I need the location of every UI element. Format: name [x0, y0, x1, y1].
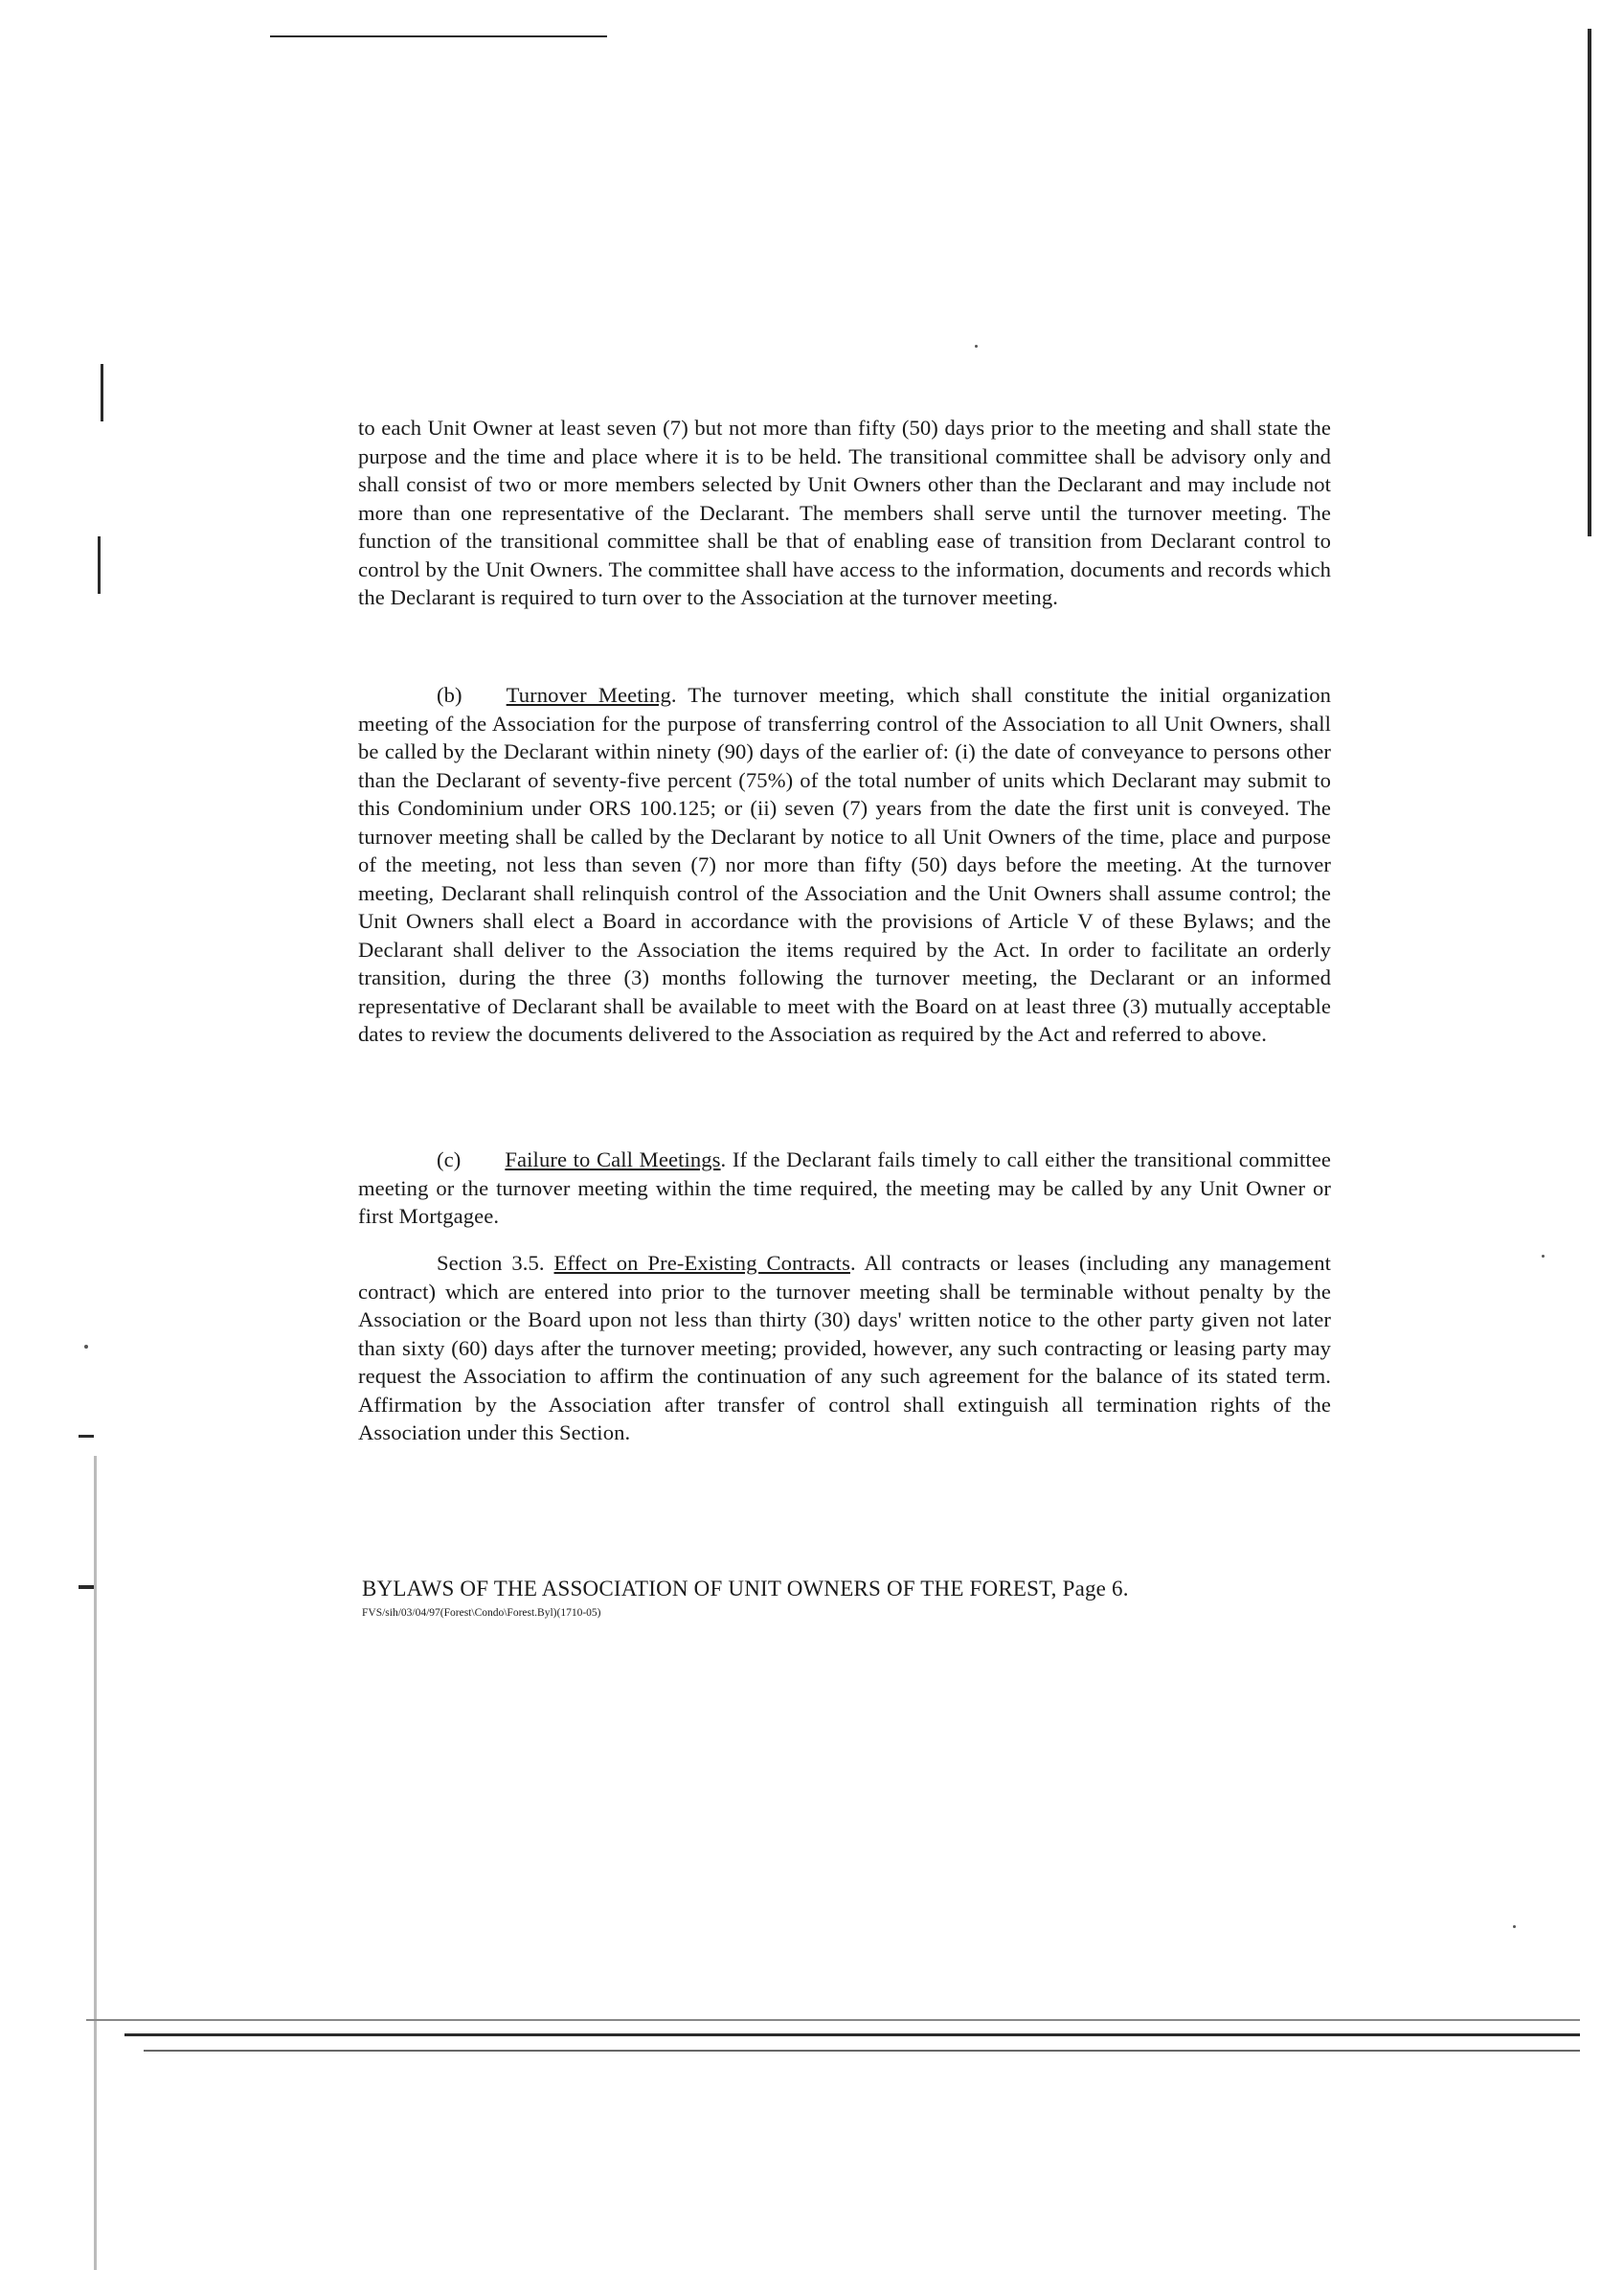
paragraph-c: [358, 1146, 1331, 1231]
paragraph-b-heading: Turnover Meeting: [506, 683, 671, 707]
bottom-scan-line-3: [144, 2050, 1580, 2052]
paragraph-c-label: (c): [437, 1147, 462, 1171]
left-dash-2: [79, 1585, 94, 1589]
left-margin-mark-3: [94, 1456, 97, 2270]
paragraph-b-text: . The turnover meeting, which shall constitute the initial organization meeting of the Association for the purpose of transferring control of the Association to all Unit Owners, shall be called by the Declarant within ninety (90) days of the earlier of: (i) the date of conveyance to persons other than the Declarant of seventy-five percent (75%) of the total number of units which Declarant may submit to this Condominium under ORS 100.125; or (ii) seven (7) years from the date the first unit is conveyed. The turnover meeting shall be called by the Declarant by notice to all Unit Owners of the time, place and purpose of the meeting, not less than seven (7) nor more than fifty (50) days before the meeting. At the turnover meeting, Declarant shall relinquish control of the Association and the Unit Owners shall assume control; the Unit Owners shall elect a Board in accordance with the provisions of Article V of these Bylaws; and the Declarant shall deliver to the Association the items required by the Act. In order to facilitate an orderly transition, during the three (3) months following the turnover meeting, the Declarant or an informed representative of Declarant shall be available to meet with the Board on at least three (3) mutually acceptable dates to review the documents delivered to the Association as required by the Act and referred to above.: [358, 683, 1331, 1046]
scan-speck: [84, 1345, 88, 1349]
paragraph-c-heading: Failure to Call Meetings: [505, 1147, 721, 1171]
continuation-paragraph-text: to each Unit Owner at least seven (7) but not more than fifty (50) days prior to the meeting and shall state the purpose and the time and place where it is to be held. The transitional committee shall be advisory only and shall consist of two or more members selected by Unit Owners other than the Declarant and may include not more than one representative of the Declarant. The members shall serve until the turnover meeting. The function of the transitional committee shall be that of enabling ease of transition from Declarant control to control by the Unit Owners. The committee shall have access to the information, documents and records which the Declarant is required to turn over to the Association at the turnover meeting.: [358, 416, 1331, 609]
left-margin-mark-1: [101, 364, 103, 421]
scan-speck: [1542, 1255, 1545, 1258]
left-dash-1: [79, 1435, 94, 1438]
scan-speck: [975, 345, 978, 348]
right-margin-bar: [1588, 29, 1591, 536]
section-3-5-number: Section 3.5.: [437, 1251, 545, 1275]
left-margin-mark-2: [98, 536, 101, 594]
bottom-scan-line-2: [124, 2033, 1580, 2036]
paragraph-b: [358, 681, 1331, 1049]
continuation-paragraph: [358, 414, 1331, 612]
bottom-scan-line-1: [86, 2019, 1580, 2021]
section-3-5: [358, 1249, 1331, 1447]
scan-speck: [1513, 1925, 1516, 1928]
section-3-5-heading: Effect on Pre-Existing Contracts: [553, 1251, 850, 1275]
top-scan-line: [270, 35, 607, 37]
section-3-5-text: . All contracts or leases (including any management contract) which are entered into prior to the turnover meeting shall be terminable without penalty by the Association or the Board upon not less than thirty (30) days' written notice to the other party given not later than sixty (60) days after the turnover meeting; provided, however, any such contracting or leasing party may request the Association to affirm the continuation of any such agreement for the balance of its stated term. Affirmation by the Association after transfer of control shall extinguish all termination rights of the Association under this Section.: [358, 1251, 1332, 1444]
footer-title: BYLAWS OF THE ASSOCIATION OF UNIT OWNERS OF THE FOREST, Page 6.: [362, 1577, 1129, 1600]
paragraph-c-text: . If the Declarant fails timely to call either the transitional committee meeting or the turnover meeting within the time required, the meeting may be called by any Unit Owner or first Mortgagee.: [358, 1147, 1331, 1228]
paragraph-b-label: (b): [437, 683, 462, 707]
footer-file-path: FVS/sih/03/04/97(Forest\Condo\Forest.Byl)(1710-05): [362, 1607, 601, 1619]
